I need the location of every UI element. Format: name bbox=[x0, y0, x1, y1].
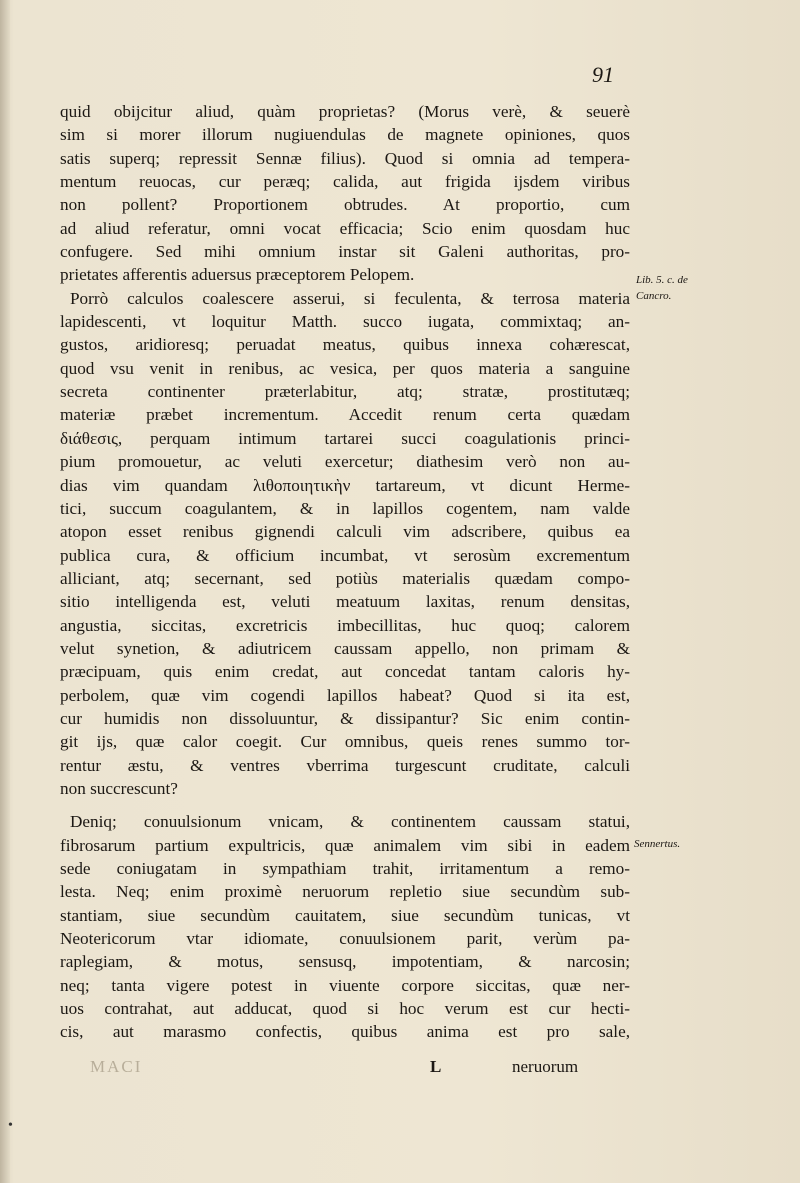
text-line: mentum reuocas, cur peræq; calida, aut frigida ijsdem viribus bbox=[60, 172, 630, 192]
text-line: sitio intelligenda est, veluti meatuum laxitas, renum densitas, bbox=[60, 592, 630, 612]
text-line: atopon esset renibus gignendi calculi vim adscribere, quibus ea bbox=[60, 522, 630, 542]
text-line: angustia, siccitas, excretricis imbecillitas, huc quoq; calorem bbox=[60, 615, 630, 635]
text-line: Deniq; conuulsionum vnicam, & continentem caussam statui, bbox=[70, 812, 630, 832]
text-line: lesta. Neq; enim proximè neruorum repletio siue secundùm sub- bbox=[60, 882, 630, 902]
paragraph-gap bbox=[60, 800, 630, 810]
text-line: uos contrahat, aut adducat, quod si hoc verum est cur hecti- bbox=[60, 999, 630, 1019]
text-line: prietates afferentis aduersus præceptorem Pelopem. bbox=[60, 265, 415, 285]
text-line: secreta continenter præterlabitur, atq; stratæ, prostitutæq; bbox=[60, 382, 630, 402]
page-spine-shadow bbox=[0, 0, 10, 1183]
text-line: quid obijcitur aliud, quàm proprietas? (Morus verè, & seuerè bbox=[60, 102, 630, 121]
text-line: non pollent? Proportionem obtrudes. At proportio, cum bbox=[60, 195, 630, 215]
text-line: rentur æstu, & ventres vberrima turgescunt cruditate, calculi bbox=[60, 755, 630, 775]
text-line: pium promouetur, ac veluti exercetur; diathesim verò non au- bbox=[60, 452, 630, 472]
text-line: ad aliud referatur, omni vocat efficacia; Scio enim quosdam huc bbox=[60, 218, 630, 238]
text-line: gustos, aridioresq; peruadat meatus, quibus innexa cohærescat, bbox=[60, 335, 630, 355]
text-line: alliciant, atq; secernant, sed potiùs materialis quædam compo- bbox=[60, 568, 630, 588]
text-line: sim si morer illorum nugiuendulas de magnete opiniones, quos bbox=[60, 125, 630, 145]
margin-note-reference bbox=[636, 272, 688, 304]
margin-note-line: Cancro. bbox=[636, 290, 672, 302]
text-line: non succrescunt? bbox=[60, 778, 178, 798]
text-line: perbolem, quæ vim cogendi lapillos habeat? Quod si ita est, bbox=[60, 685, 630, 705]
text-line: dias vim quandam λιθοποιητικὴν tartareum, vt dicunt Herme- bbox=[60, 475, 630, 495]
text-line: tici, succum coagulantem, & in lapillos cogentem, nam valde bbox=[60, 498, 630, 518]
signature-mark: L bbox=[430, 1057, 442, 1076]
text-line: cur humidis non dissoluuntur, & dissipantur? Sic enim contin- bbox=[60, 708, 630, 728]
text-line: διάθεσις, perquam intimum tartarei succi coagulationis princi- bbox=[60, 428, 630, 448]
text-line: sede coniugatam in sympathiam trahit, irritamentum a remo- bbox=[60, 859, 630, 878]
text-line: præcipuam, quis enim credat, aut concedat tantam caloris hy- bbox=[60, 662, 630, 682]
text-line: neq; tanta vigere potest in viuente corpore siccitas, quæ ner- bbox=[60, 975, 630, 995]
text-line: confugere. Sed mihi omnium instar sit Galeni authoritas, pro- bbox=[60, 242, 630, 262]
page-footer bbox=[84, 1057, 624, 1081]
text-line: git ijs, quæ calor coegit. Cur omnibus, queis renes summo tor- bbox=[60, 732, 630, 752]
body-text bbox=[60, 100, 630, 1044]
catchword: neruorum bbox=[512, 1057, 579, 1076]
text-line: lapidescenti, vt loquitur Matth. succo iugata, commixtaq; an- bbox=[60, 312, 630, 332]
text-line: cis, aut marasmo confectis, quibus anima est pro sale, bbox=[60, 1022, 630, 1042]
faded-stamp-text: MACI bbox=[90, 1057, 143, 1076]
text-line: Porrò calculos coalescere asserui, si feculenta, & terrosa materia bbox=[70, 288, 630, 308]
text-line: raplegiam, & motus, sensusq, impotentiam, & narcosin; bbox=[60, 952, 630, 972]
text-line: fibrosarum partium expultricis, quæ animalem vim sibi in eadem bbox=[60, 835, 630, 855]
text-line: materiæ præbet incrementum. Accedit renum certa quædam bbox=[60, 405, 630, 425]
page-number: 91 bbox=[592, 62, 614, 87]
margin-note-line: Lib. 5. c. de bbox=[636, 274, 688, 286]
text-line: velut synetion, & adiutricem caussam appello, non primam & bbox=[60, 638, 630, 658]
text-line: Neotericorum vtar idiomate, conuulsionem parit, verùm pa- bbox=[60, 929, 630, 949]
text-line: publica cura, & officium incumbat, vt serosùm excrementum bbox=[60, 545, 630, 565]
margin-note-author: Sennertus. bbox=[634, 838, 681, 850]
ink-spot-icon: • bbox=[8, 1118, 13, 1133]
text-line: stantiam, siue secundùm cauitatem, siue secundùm tunicas, vt bbox=[60, 905, 630, 925]
text-line: satis superq; repressit Sennæ filius). Quod si omnia ad tempera- bbox=[60, 148, 630, 168]
text-line: quod vsu venit in renibus, ac vesica, per quos materia a sanguine bbox=[60, 358, 630, 378]
